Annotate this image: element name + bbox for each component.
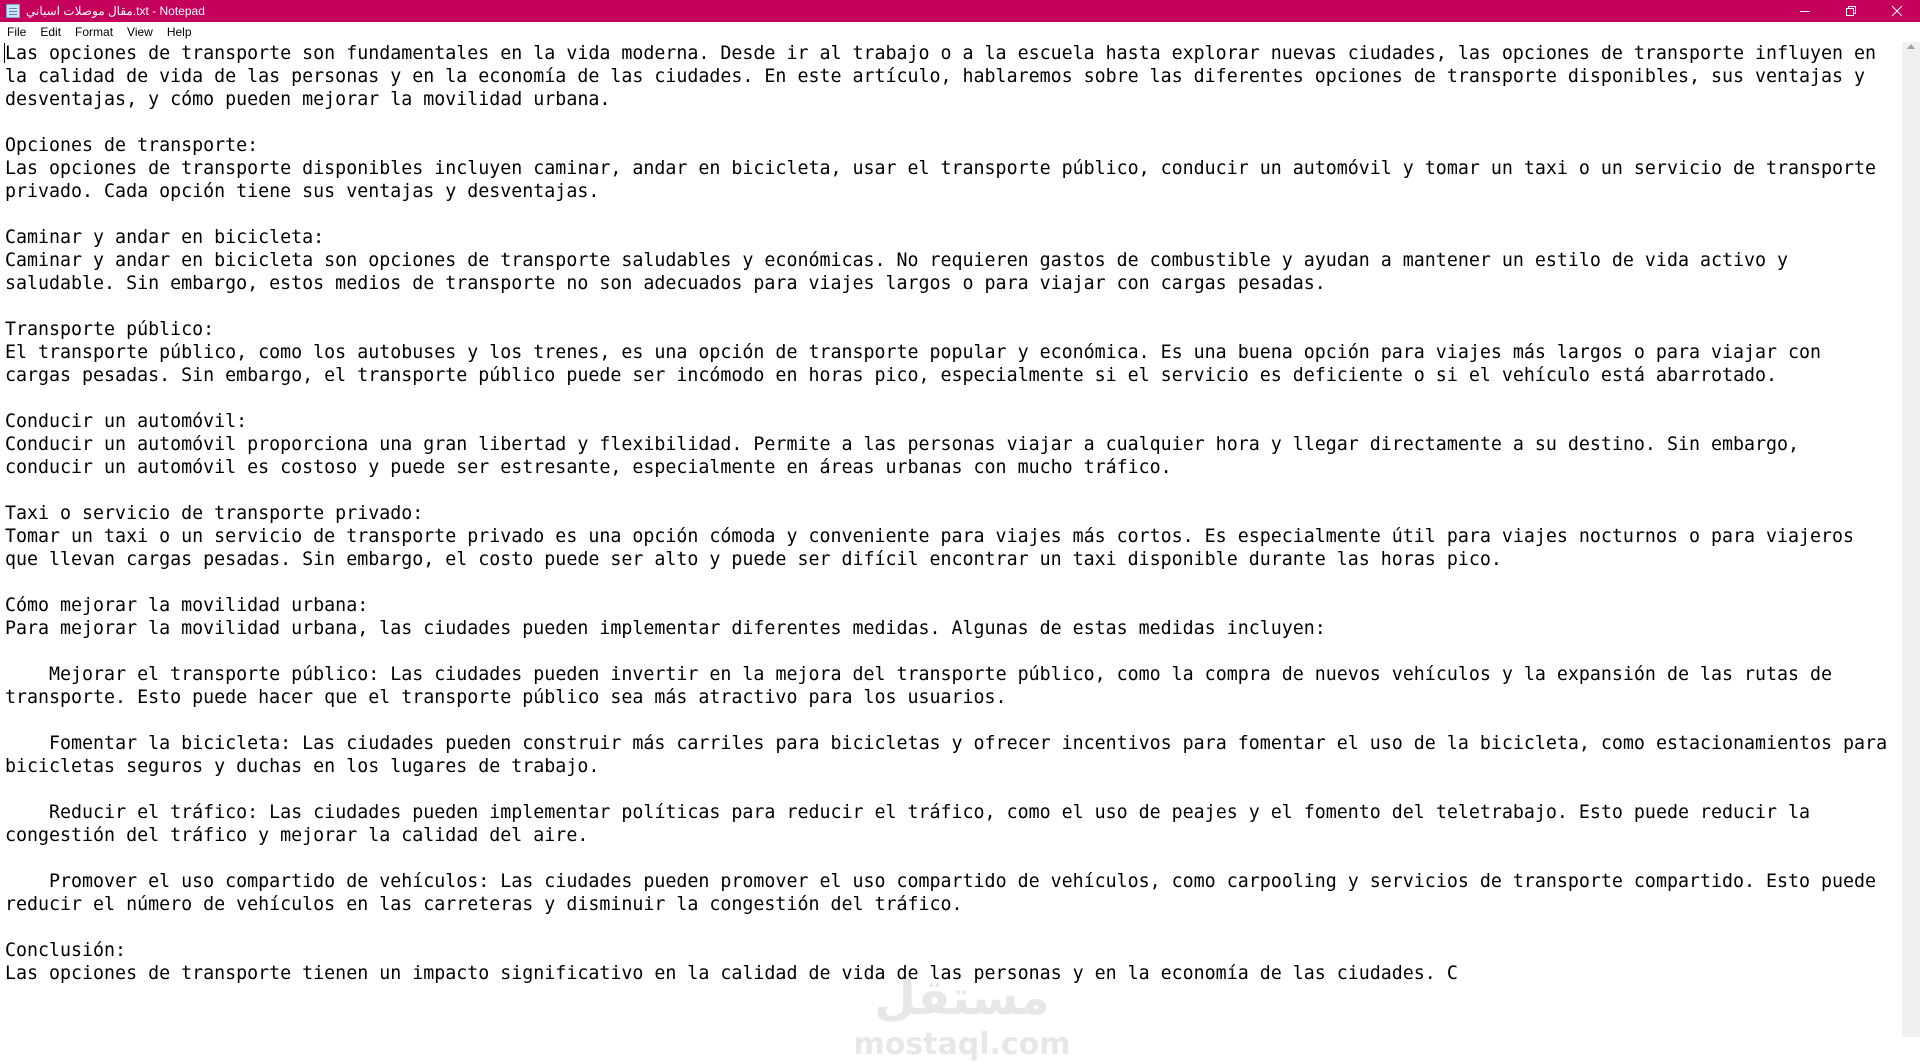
close-button[interactable] [1874, 0, 1920, 22]
svg-text:مستقل: مستقل [874, 970, 1050, 1026]
window-controls [1782, 0, 1920, 22]
menu-view[interactable]: View [127, 25, 153, 39]
menu-help[interactable]: Help [166, 25, 192, 39]
menu-edit[interactable]: Edit [40, 25, 62, 39]
menu-file[interactable]: File [7, 25, 27, 39]
minimize-button[interactable] [1782, 0, 1828, 22]
scroll-up-arrow-icon[interactable] [1907, 44, 1915, 49]
svg-text:mostaql.com: mostaql.com [853, 1027, 1071, 1062]
restore-button[interactable] [1828, 0, 1874, 22]
restore-icon [1846, 6, 1856, 16]
title-bar[interactable] [0, 0, 1920, 22]
minimize-icon [1800, 6, 1810, 16]
close-icon [1892, 6, 1902, 16]
menu-format[interactable]: Format [75, 25, 114, 39]
notepad-icon [6, 4, 20, 18]
window-title: مقال موصلات اسباني.txt - Notepad [26, 4, 205, 18]
text-editor-area[interactable] [0, 42, 1902, 1062]
vertical-scrollbar[interactable] [1902, 42, 1920, 1037]
text-caret [4, 43, 5, 63]
document-content[interactable]: Las opciones de transporte son fundamentales en la vida moderna. Desde ir al trabajo o a la escuela hasta explorar nuevas ciudades, las opciones de transporte influyen en la calidad de vida de las personas y en la economía de las ciudades. En este artículo, hablaremos sobre las diferentes opciones de transporte disponibles, sus ventajas y desventajas, y cómo pueden mejorar la movilidad urbana. Opciones de transporte: Las opciones de transporte disponibles incluyen caminar, andar en bicicleta, usar el transporte público, conducir un automóvil y tomar un taxi o un servicio de transporte privado. Cada opción tiene sus ventajas y desventajas. Caminar y andar en bicicleta: Caminar y andar en bicicleta son opciones de transporte saludables y económicas. No requieren gastos de combustible y ayudan a mantener un estilo de vida activo y saludable. Sin embargo, estos medios de transporte no son adecuados para viajes largos o para viajar con cargas pesadas. Transporte público: El transporte público, como los autobuses y los trenes, es una opción de transporte popular y económica. Es una buena opción para viajes más largos o para viajar con cargas pesadas. Sin embargo, el transporte público puede ser incómodo en horas pico, especialmente si el servicio es deficiente o si el vehículo está abarrotado. Conducir un automóvil: Conducir un automóvil proporciona una gran libertad y flexibilidad. Permite a las personas viajar a cualquier hora y llegar directamente a su destino. Sin embargo, conducir un automóvil es costoso y puede ser estresante, especialmente en áreas urbanas con mucho tráfico. Taxi o servicio de transporte privado: Tomar un taxi o un servicio de transporte privado es una opción cómoda y conveniente para viajes más cortos. Es especialmente útil para viajes nocturnos o para viajeros que llevan cargas pesadas. Sin embargo, el costo puede ser alto y puede ser difícil encontrar un taxi disponible durante las horas pico. Cómo mejorar la movilidad urbana: Para mejorar la movilidad urbana, las ciudades pueden implementar diferentes medidas. Algunas de estas medidas incluyen: Mejorar el transporte público: Las ciudades pueden invertir en la mejora del transporte público, como la compra de nuevos vehículos y la expansión de las rutas de transporte. Esto puede hacer que el transporte público sea más atractivo para los usuarios. Fomentar la bicicleta: Las ciudades pueden construir más carriles para bicicletas y ofrecer incentivos para fomentar el uso de la bicicleta, como estacionamientos para bicicletas seguros y duchas en los lugares de trabajo. Reducir el tráfico: Las ciudades pueden implementar políticas para reducir el tráfico, como el uso de peajes y el fomento del teletrabajo. Esto puede reducir la congestión del tráfico y mejorar la calidad del aire. Promover el uso compartido de vehículos: Las ciudades pueden promover el uso compartido de vehículos, como carpooling y servicios de transporte compartido. Esto puede reducir el número de vehículos en las carreteras y disminuir la congestión del tráfico. Conclusión: Las opciones de transporte tienen un impacto significativo en la calidad de vida de las personas y en la economía de las ciudades. C [5, 43, 1888, 984]
menu-bar [0, 22, 1920, 42]
